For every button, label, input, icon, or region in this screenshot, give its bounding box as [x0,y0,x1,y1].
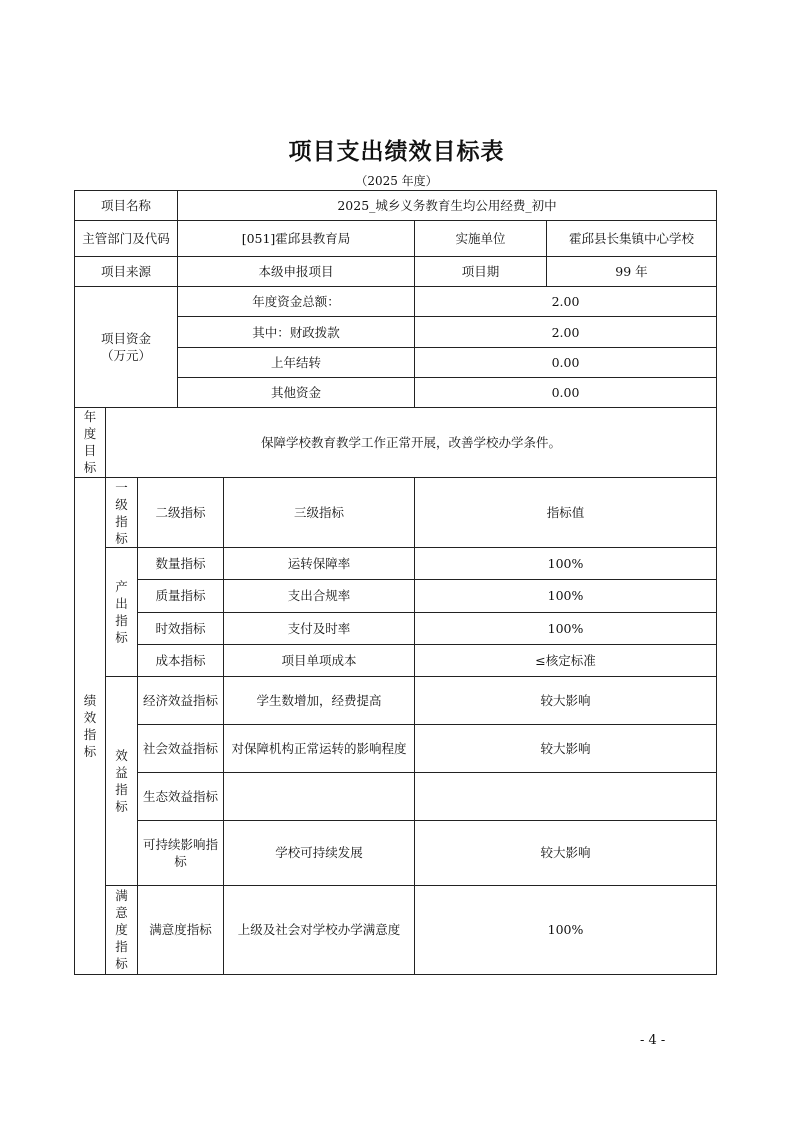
benefit-value [415,773,717,821]
page-number: - 4 - [640,1033,666,1048]
header-level1: 一级指标 [106,478,138,548]
satisfaction-l3: 上级及社会对学校办学满意度 [224,885,415,975]
funds-total-value: 2.00 [415,287,717,317]
benefit-value: 较大影响 [415,724,717,772]
benefit-indicator-label: 效益指标 [106,676,138,885]
perf-indicator-label: 绩效指标 [75,478,106,975]
benefit-value: 较大影响 [415,676,717,724]
performance-goal-table [74,190,717,975]
period-label: 项目期 [415,257,547,287]
year-subtitle: （2025 年度） [355,174,438,188]
output-value: 100% [415,612,717,644]
header-level3: 三级指标 [224,478,415,548]
output-l2: 成本指标 [138,644,224,676]
output-l3: 支付及时率 [224,612,415,644]
benefit-value: 较大影响 [415,821,717,885]
benefit-l3: 学校可持续发展 [224,821,415,885]
project-name-label: 项目名称 [75,191,178,221]
output-l2: 数量指标 [138,548,224,580]
benefit-l2: 生态效益指标 [138,773,224,821]
output-l3: 运转保障率 [224,548,415,580]
header-value: 指标值 [415,478,717,548]
benefit-l2: 经济效益指标 [138,676,224,724]
benefit-l2: 社会效益指标 [138,724,224,772]
output-l3: 项目单项成本 [224,644,415,676]
satisfaction-indicator-label: 满意度指标 [106,885,138,975]
output-value: 100% [415,580,717,612]
satisfaction-l2: 满意度指标 [138,885,224,975]
funds-total-label: 年度资金总额： [178,287,415,317]
benefit-l3 [224,773,415,821]
funds-other-value: 0.00 [415,377,717,407]
output-l2: 质量指标 [138,580,224,612]
funds-fiscal-label: 其中：财政拨款 [178,317,415,347]
funds-carryover-value: 0.00 [415,347,717,377]
page-title: 项目支出绩效目标表 [288,139,505,165]
output-value: ≤核定标准 [415,644,717,676]
annual-goal-label: 年度目标 [75,407,106,477]
source-label: 项目来源 [75,257,178,287]
benefit-l3: 对保障机构正常运转的影响程度 [224,724,415,772]
impl-unit-value: 霍邱县长集镇中心学校 [547,221,717,257]
impl-unit-label: 实施单位 [415,221,547,257]
output-indicator-label: 产出指标 [106,548,138,676]
project-name-value: 2025_城乡义务教育生均公用经费_初中 [178,191,717,221]
output-value: 100% [415,548,717,580]
dept-value: [051]霍邱县教育局 [178,221,415,257]
source-value: 本级申报项目 [178,257,415,287]
header-level2: 二级指标 [138,478,224,548]
period-value: 99 年 [547,257,717,287]
funds-label: 项目资金（万元） [75,287,178,407]
funds-other-label: 其他资金 [178,377,415,407]
output-l2: 时效指标 [138,612,224,644]
output-l3: 支出合规率 [224,580,415,612]
benefit-l2: 可持续影响指标 [138,821,224,885]
satisfaction-value: 100% [415,885,717,975]
funds-fiscal-value: 2.00 [415,317,717,347]
dept-label: 主管部门及代码 [75,221,178,257]
funds-carryover-label: 上年结转 [178,347,415,377]
annual-goal-text: 保障学校教育教学工作正常开展，改善学校办学条件。 [106,407,717,477]
benefit-l3: 学生数增加，经费提高 [224,676,415,724]
